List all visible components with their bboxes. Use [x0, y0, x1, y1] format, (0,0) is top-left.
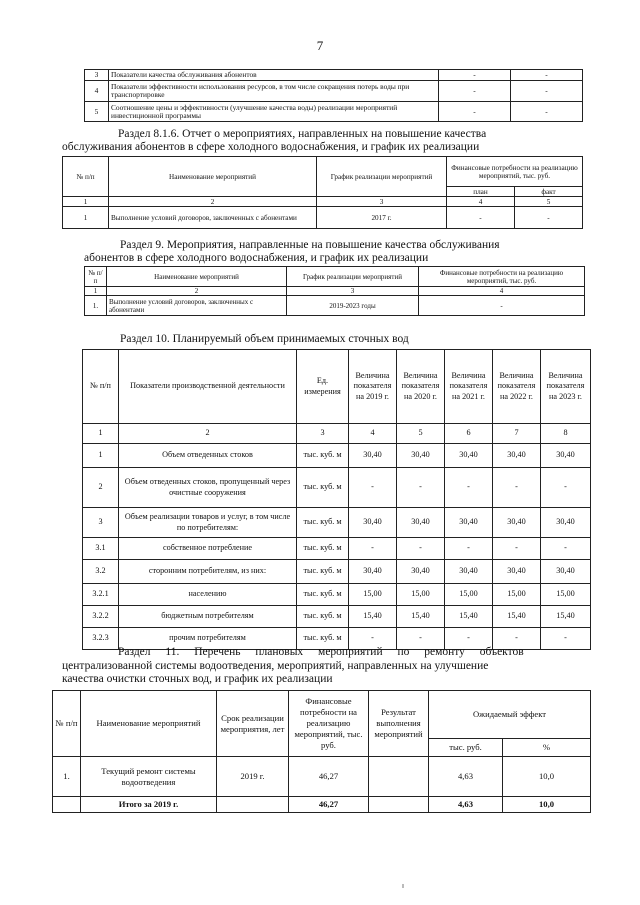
row-unit: тыс. куб. м	[297, 584, 349, 606]
row-num: 3	[85, 70, 109, 81]
row-value: -	[397, 538, 445, 560]
section-9-table	[84, 266, 585, 316]
row-value: 30,40	[349, 444, 397, 468]
row-num: 3.2	[83, 560, 119, 584]
table-row	[63, 207, 583, 229]
header-finance: Финансовые потребности на реализацию мероприятий, тыс. руб.	[289, 691, 369, 757]
row-num: 4	[85, 81, 109, 102]
row-name: Показатели эффективности использования ресурсов, в том числе сокращения потерь воды при транспортировке	[109, 81, 439, 102]
total-row	[53, 797, 591, 813]
header-schedule: График реализации мероприятий	[317, 157, 447, 197]
header-year-2019: Величина показателя на 2019 г.	[349, 350, 397, 424]
section-11-heading-line1: Раздел 11. Перечень плановых мероприятий по ремонту объектов	[118, 646, 524, 658]
index-cell: 7	[493, 424, 541, 444]
row-num: 3.2.2	[83, 606, 119, 628]
row-term: 2019 г.	[217, 757, 289, 797]
section-11-table	[52, 690, 591, 813]
row-value: -	[439, 102, 511, 122]
section-816-heading-line2: обслуживания абонентов в сфере холодного водоснабжения, и график их реализации	[62, 141, 480, 153]
section-11-heading	[62, 646, 592, 687]
total-pct: 10,0	[503, 797, 591, 813]
section-11-heading-line3: качества очистки сточных вод, и график их реализации	[62, 673, 333, 685]
row-num: 1.	[53, 757, 81, 797]
row-value: -	[349, 628, 397, 650]
row-value: -	[445, 628, 493, 650]
table-row	[83, 560, 591, 584]
index-row	[85, 287, 585, 296]
header-year-2020: Величина показателя на 2020 г.	[397, 350, 445, 424]
row-value: 30,40	[493, 560, 541, 584]
header-term: Срок реализации мероприятия, лет	[217, 691, 289, 757]
row-unit: тыс. куб. м	[297, 606, 349, 628]
row-value: -	[397, 468, 445, 508]
row-value: -	[439, 70, 511, 81]
row-name: Показатели качества обслуживания абонентов	[109, 70, 439, 81]
row-unit: тыс. куб. м	[297, 468, 349, 508]
row-result	[369, 757, 429, 797]
table-row	[85, 70, 583, 81]
table-row	[85, 296, 585, 316]
header-num: № п/п	[53, 691, 81, 757]
row-pct: 10,0	[503, 757, 591, 797]
row-value: -	[493, 628, 541, 650]
row-value: 15,00	[445, 584, 493, 606]
index-cell: 3	[287, 287, 419, 296]
header-num: № п/п	[83, 350, 119, 424]
row-value: 30,40	[445, 560, 493, 584]
row-num: 1	[83, 444, 119, 468]
row-value: -	[493, 468, 541, 508]
row-value: -	[349, 538, 397, 560]
row-value: 30,40	[541, 444, 591, 468]
index-cell: 1	[83, 424, 119, 444]
header-pct: %	[503, 739, 591, 757]
row-value: 15,00	[349, 584, 397, 606]
row-value: -	[511, 81, 583, 102]
row-name: Выполнение условий договоров, заключенных с абонентами	[107, 296, 287, 316]
row-value: -	[511, 102, 583, 122]
row-name: Выполнение условий договоров, заключенных с абонентами	[109, 207, 317, 229]
header-fact: факт	[515, 187, 583, 197]
section-816-heading-line1: Раздел 8.1.6. Отчет о мероприятиях, направленных на повышение качества	[118, 128, 487, 140]
row-value: -	[493, 538, 541, 560]
header-name: Наименование мероприятий	[109, 157, 317, 197]
index-cell: 2	[107, 287, 287, 296]
header-name: Наименование мероприятий	[107, 267, 287, 287]
header-name: Показатели производственной деятельности	[119, 350, 297, 424]
section-816-heading	[62, 128, 582, 154]
index-cell: 8	[541, 424, 591, 444]
row-value: 15,00	[493, 584, 541, 606]
index-cell: 5	[397, 424, 445, 444]
index-cell: 1	[63, 197, 109, 207]
row-value: 30,40	[397, 560, 445, 584]
row-value: 30,40	[397, 444, 445, 468]
header-year-2022: Величина показателя на 2022 г.	[493, 350, 541, 424]
row-value: -	[445, 468, 493, 508]
row-value: 30,40	[349, 560, 397, 584]
total-finance: 46,27	[289, 797, 369, 813]
header-num: № п/п	[63, 157, 109, 197]
row-value: 30,40	[541, 560, 591, 584]
index-cell: 5	[515, 197, 583, 207]
header-effect: Ожидаемый эффект	[429, 691, 591, 739]
row-value: -	[541, 468, 591, 508]
index-cell: 2	[109, 197, 317, 207]
table-row	[83, 606, 591, 628]
row-name: собственное потребление	[119, 538, 297, 560]
index-cell: 3	[297, 424, 349, 444]
index-row	[63, 197, 583, 207]
row-unit: тыс. куб. м	[297, 628, 349, 650]
row-value: 30,40	[493, 444, 541, 468]
index-cell: 4	[349, 424, 397, 444]
header-year-2023: Величина показателя на 2023 г.	[541, 350, 591, 424]
row-value: 30,40	[541, 508, 591, 538]
row-num: 1	[63, 207, 109, 229]
scan-mark	[402, 884, 404, 888]
section-10-table	[82, 349, 591, 650]
row-name: Объем отведенных стоков, пропущенный через очистные сооружения	[119, 468, 297, 508]
table-row	[53, 757, 591, 797]
row-schedule: 2017 г.	[317, 207, 447, 229]
section-10-heading: Раздел 10. Планируемый объем принимаемых сточных вод	[120, 333, 409, 345]
index-cell: 4	[419, 287, 585, 296]
index-cell: 3	[317, 197, 447, 207]
row-value: -	[511, 70, 583, 81]
row-finance: 46,27	[289, 757, 369, 797]
row-value: 30,40	[445, 508, 493, 538]
section-816-table	[62, 156, 583, 229]
row-value: 30,40	[397, 508, 445, 538]
row-num: 2	[83, 468, 119, 508]
index-cell: 4	[447, 197, 515, 207]
row-value: 30,40	[349, 508, 397, 538]
section-11-heading-line2: централизованной системы водоотведения, мероприятий, направленных на улучшение	[62, 659, 489, 672]
row-value: -	[349, 468, 397, 508]
row-name: Текущий ремонт системы водоотведения	[81, 757, 217, 797]
table-row	[83, 538, 591, 560]
row-name: прочим потребителям	[119, 628, 297, 650]
row-num: 1.	[85, 296, 107, 316]
row-value: -	[397, 628, 445, 650]
header-finance: Финансовые потребности на реализацию мероприятий, тыс. руб.	[419, 267, 585, 287]
section-9-heading-line2: абонентов в сфере холодного водоснабжения, и график их реализации	[84, 252, 429, 264]
row-value: -	[541, 628, 591, 650]
table-row	[85, 102, 583, 122]
total-label: Итого за 2019 г.	[81, 797, 217, 813]
row-num: 3.2.1	[83, 584, 119, 606]
page-number: 7	[316, 38, 324, 53]
row-unit: тыс. куб. м	[297, 560, 349, 584]
row-value: 15,40	[541, 606, 591, 628]
row-plan: -	[447, 207, 515, 229]
row-value: 15,40	[493, 606, 541, 628]
index-cell: 2	[119, 424, 297, 444]
row-name: Соотношение цены и эффективности (улучшение качества воды) реализации мероприятий инвестиционной программы	[109, 102, 439, 122]
table-row	[83, 468, 591, 508]
header-schedule: График реализации мероприятий	[287, 267, 419, 287]
row-num: 3.1	[83, 538, 119, 560]
row-name: Объем реализации товаров и услуг, в том числе по потребителям:	[119, 508, 297, 538]
row-fact: -	[515, 207, 583, 229]
row-unit: тыс. куб. м	[297, 444, 349, 468]
header-num: № п/п	[85, 267, 107, 287]
row-name: бюджетным потребителям	[119, 606, 297, 628]
row-value: 30,40	[445, 444, 493, 468]
row-value: 30,40	[493, 508, 541, 538]
row-unit: тыс. куб. м	[297, 508, 349, 538]
header-year-2021: Величина показателя на 2021 г.	[445, 350, 493, 424]
index-row	[83, 424, 591, 444]
index-cell: 1	[85, 287, 107, 296]
row-schedule: 2019-2023 годы	[287, 296, 419, 316]
index-cell: 6	[445, 424, 493, 444]
row-value: 15,40	[445, 606, 493, 628]
row-finance: -	[419, 296, 585, 316]
table-row	[85, 81, 583, 102]
row-value: 15,40	[349, 606, 397, 628]
header-finance: Финансовые потребности на реализацию мероприятий, тыс. руб.	[447, 157, 583, 187]
row-name: Объем отведенных стоков	[119, 444, 297, 468]
header-unit: Ед. измерения	[297, 350, 349, 424]
row-value: 15,00	[397, 584, 445, 606]
table-row	[83, 508, 591, 538]
header-result: Результат выполнения мероприятий	[369, 691, 429, 757]
header-name: Наименование мероприятий	[81, 691, 217, 757]
row-value: 15,40	[397, 606, 445, 628]
row-num: 3	[83, 508, 119, 538]
row-num: 5	[85, 102, 109, 122]
top-indicators-table	[84, 69, 583, 122]
table-row	[83, 584, 591, 606]
row-value: -	[445, 538, 493, 560]
row-unit: тыс. куб. м	[297, 538, 349, 560]
header-rub: тыс. руб.	[429, 739, 503, 757]
section-9-heading-line1: Раздел 9. Мероприятия, направленные на повышение качества обслуживания	[120, 239, 500, 251]
row-value: 15,00	[541, 584, 591, 606]
table-row	[83, 444, 591, 468]
row-name: сторонним потребителям, из них:	[119, 560, 297, 584]
row-name: населению	[119, 584, 297, 606]
row-rub: 4,63	[429, 757, 503, 797]
row-value: -	[439, 81, 511, 102]
section-9-heading	[84, 239, 584, 265]
header-plan: план	[447, 187, 515, 197]
total-rub: 4,63	[429, 797, 503, 813]
row-value: -	[541, 538, 591, 560]
row-num: 3.2.3	[83, 628, 119, 650]
